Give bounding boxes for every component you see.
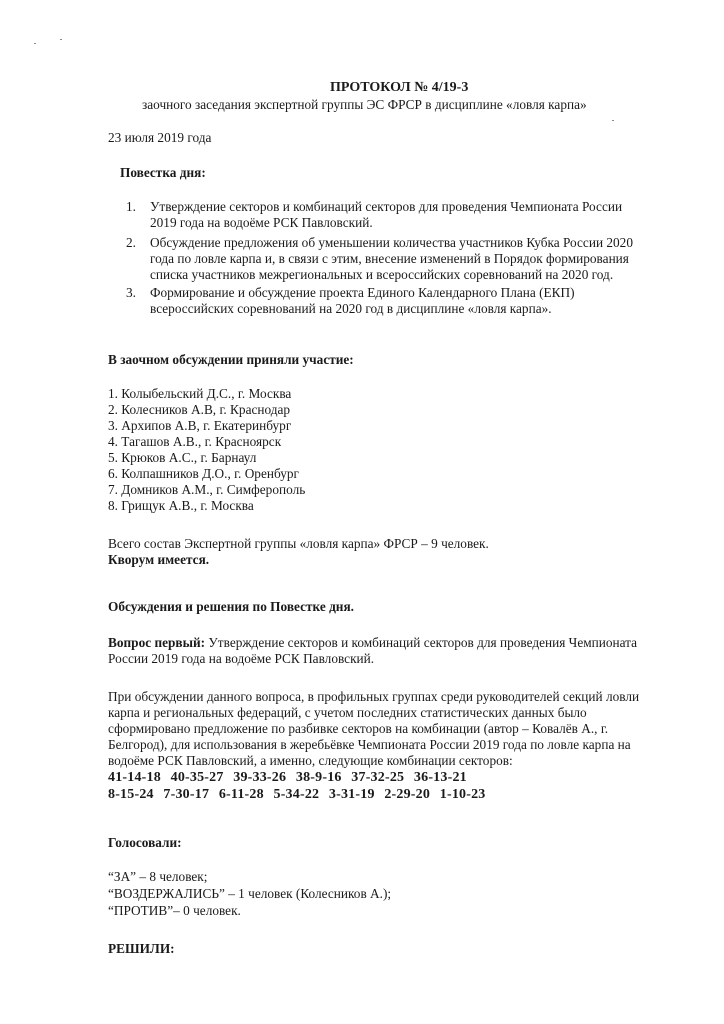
page-subtitle: заочного заседания экспертной группы ЭС ФРСР в дисциплине «ловля карпа» [142,97,587,112]
question-one-label: Вопрос первый: [108,635,206,650]
meeting-date: 23 июля 2019 года [108,130,212,145]
participant-item: 1. Колыбельский Д.С., г. Москва [108,386,292,401]
discussion-body-line: водоёме РСК Павловский, а именно, следующие комбинации секторов: [108,753,513,768]
vote-result: “ЗА” – 8 человек; [108,869,208,884]
decided-heading: РЕШИЛИ: [108,941,175,956]
total-members: Всего состав Экспертной группы «ловля карпа» ФРСР – 9 человек. [108,536,489,551]
voting-heading: Голосовали: [108,835,182,850]
agenda-item-line: года по ловле карпа и, в связи с этим, внесение изменений в Порядок формирования [150,251,629,266]
agenda-item-line: Обсуждение предложения об уменьшении количества участников Кубка России 2020 [150,235,633,250]
question-one-line [108,635,637,650]
participant-item: 2. Колесников А.В, г. Краснодар [108,402,291,417]
discussion-body-line: При обсуждении данного вопроса, в профильных группах среди руководителей секций ловли [108,689,640,704]
sector-combinations-row: 8-15-24 7-30-17 6-11-28 5-34-22 3-31-19 2-29-20 1-10-23 [108,787,486,802]
agenda-item-number: 2. [126,235,136,250]
agenda-item-line: всероссийских соревнований на 2020 год в дисциплине «ловля карпа». [150,301,552,316]
scan-speck [612,120,614,121]
discussion-body-line: Белгород), для использования в жеребьёвке Чемпионата России 2019 года по ловле карпа на [108,737,631,752]
participant-item: 5. Крюков А.С., г. Барнаул [108,450,257,465]
agenda-item-number: 1. [126,199,136,214]
sector-combinations-row: 41-14-18 40-35-27 39-33-26 38-9-16 37-32-25 36-13-21 [108,770,467,785]
quorum-note: Кворум имеется. [108,552,210,567]
page-title: ПРОТОКОЛ № 4/19-3 [330,80,469,95]
participant-item: 7. Домников А.М., г. Симферополь [108,482,306,497]
participant-item: 3. Архипов А.В, г. Екатеринбург [108,418,292,433]
agenda-item-line: Утверждение секторов и комбинаций секторов для проведения Чемпионата России [150,199,623,214]
question-one-line: России 2019 года на водоёме РСК Павловский. [108,651,375,666]
scan-speck [60,39,62,40]
participant-item: 6. Колпашников Д.О., г. Оренбург [108,466,299,481]
participant-item: 4. Тагашов А.В., г. Красноярск [108,434,282,449]
discussion-body-line: карпа и региональных федераций, с учетом последних статистических данных было [108,705,587,720]
agenda-item-line: Формирование и обсуждение проекта Единого Календарного Плана (ЕКП) [150,285,575,300]
agenda-item-number: 3. [126,285,136,300]
participant-item: 8. Грищук А.В., г. Москва [108,498,254,513]
question-one-text: Утверждение секторов и комбинаций секторов для проведения Чемпионата [208,635,638,650]
agenda-heading: Повестка дня: [120,165,206,180]
vote-result: “ВОЗДЕРЖАЛИСЬ” – 1 человек (Колесников А.); [108,886,392,901]
agenda-item-line: 2019 года на водоёме РСК Павловский. [150,215,373,230]
discussion-heading: Обсуждения и решения по Повестке дня. [108,599,354,614]
agenda-item-line: списка участников межрегиональных и всероссийских соревнований на 2020 год. [150,267,614,282]
scan-speck [34,43,36,44]
participants-heading: В заочном обсуждении приняли участие: [108,352,354,367]
vote-result: “ПРОТИВ”– 0 человек. [108,903,241,918]
discussion-body-line: сформировано предложение по разбивке секторов на комбинации (автор – Ковалёв А., г. [108,721,609,736]
